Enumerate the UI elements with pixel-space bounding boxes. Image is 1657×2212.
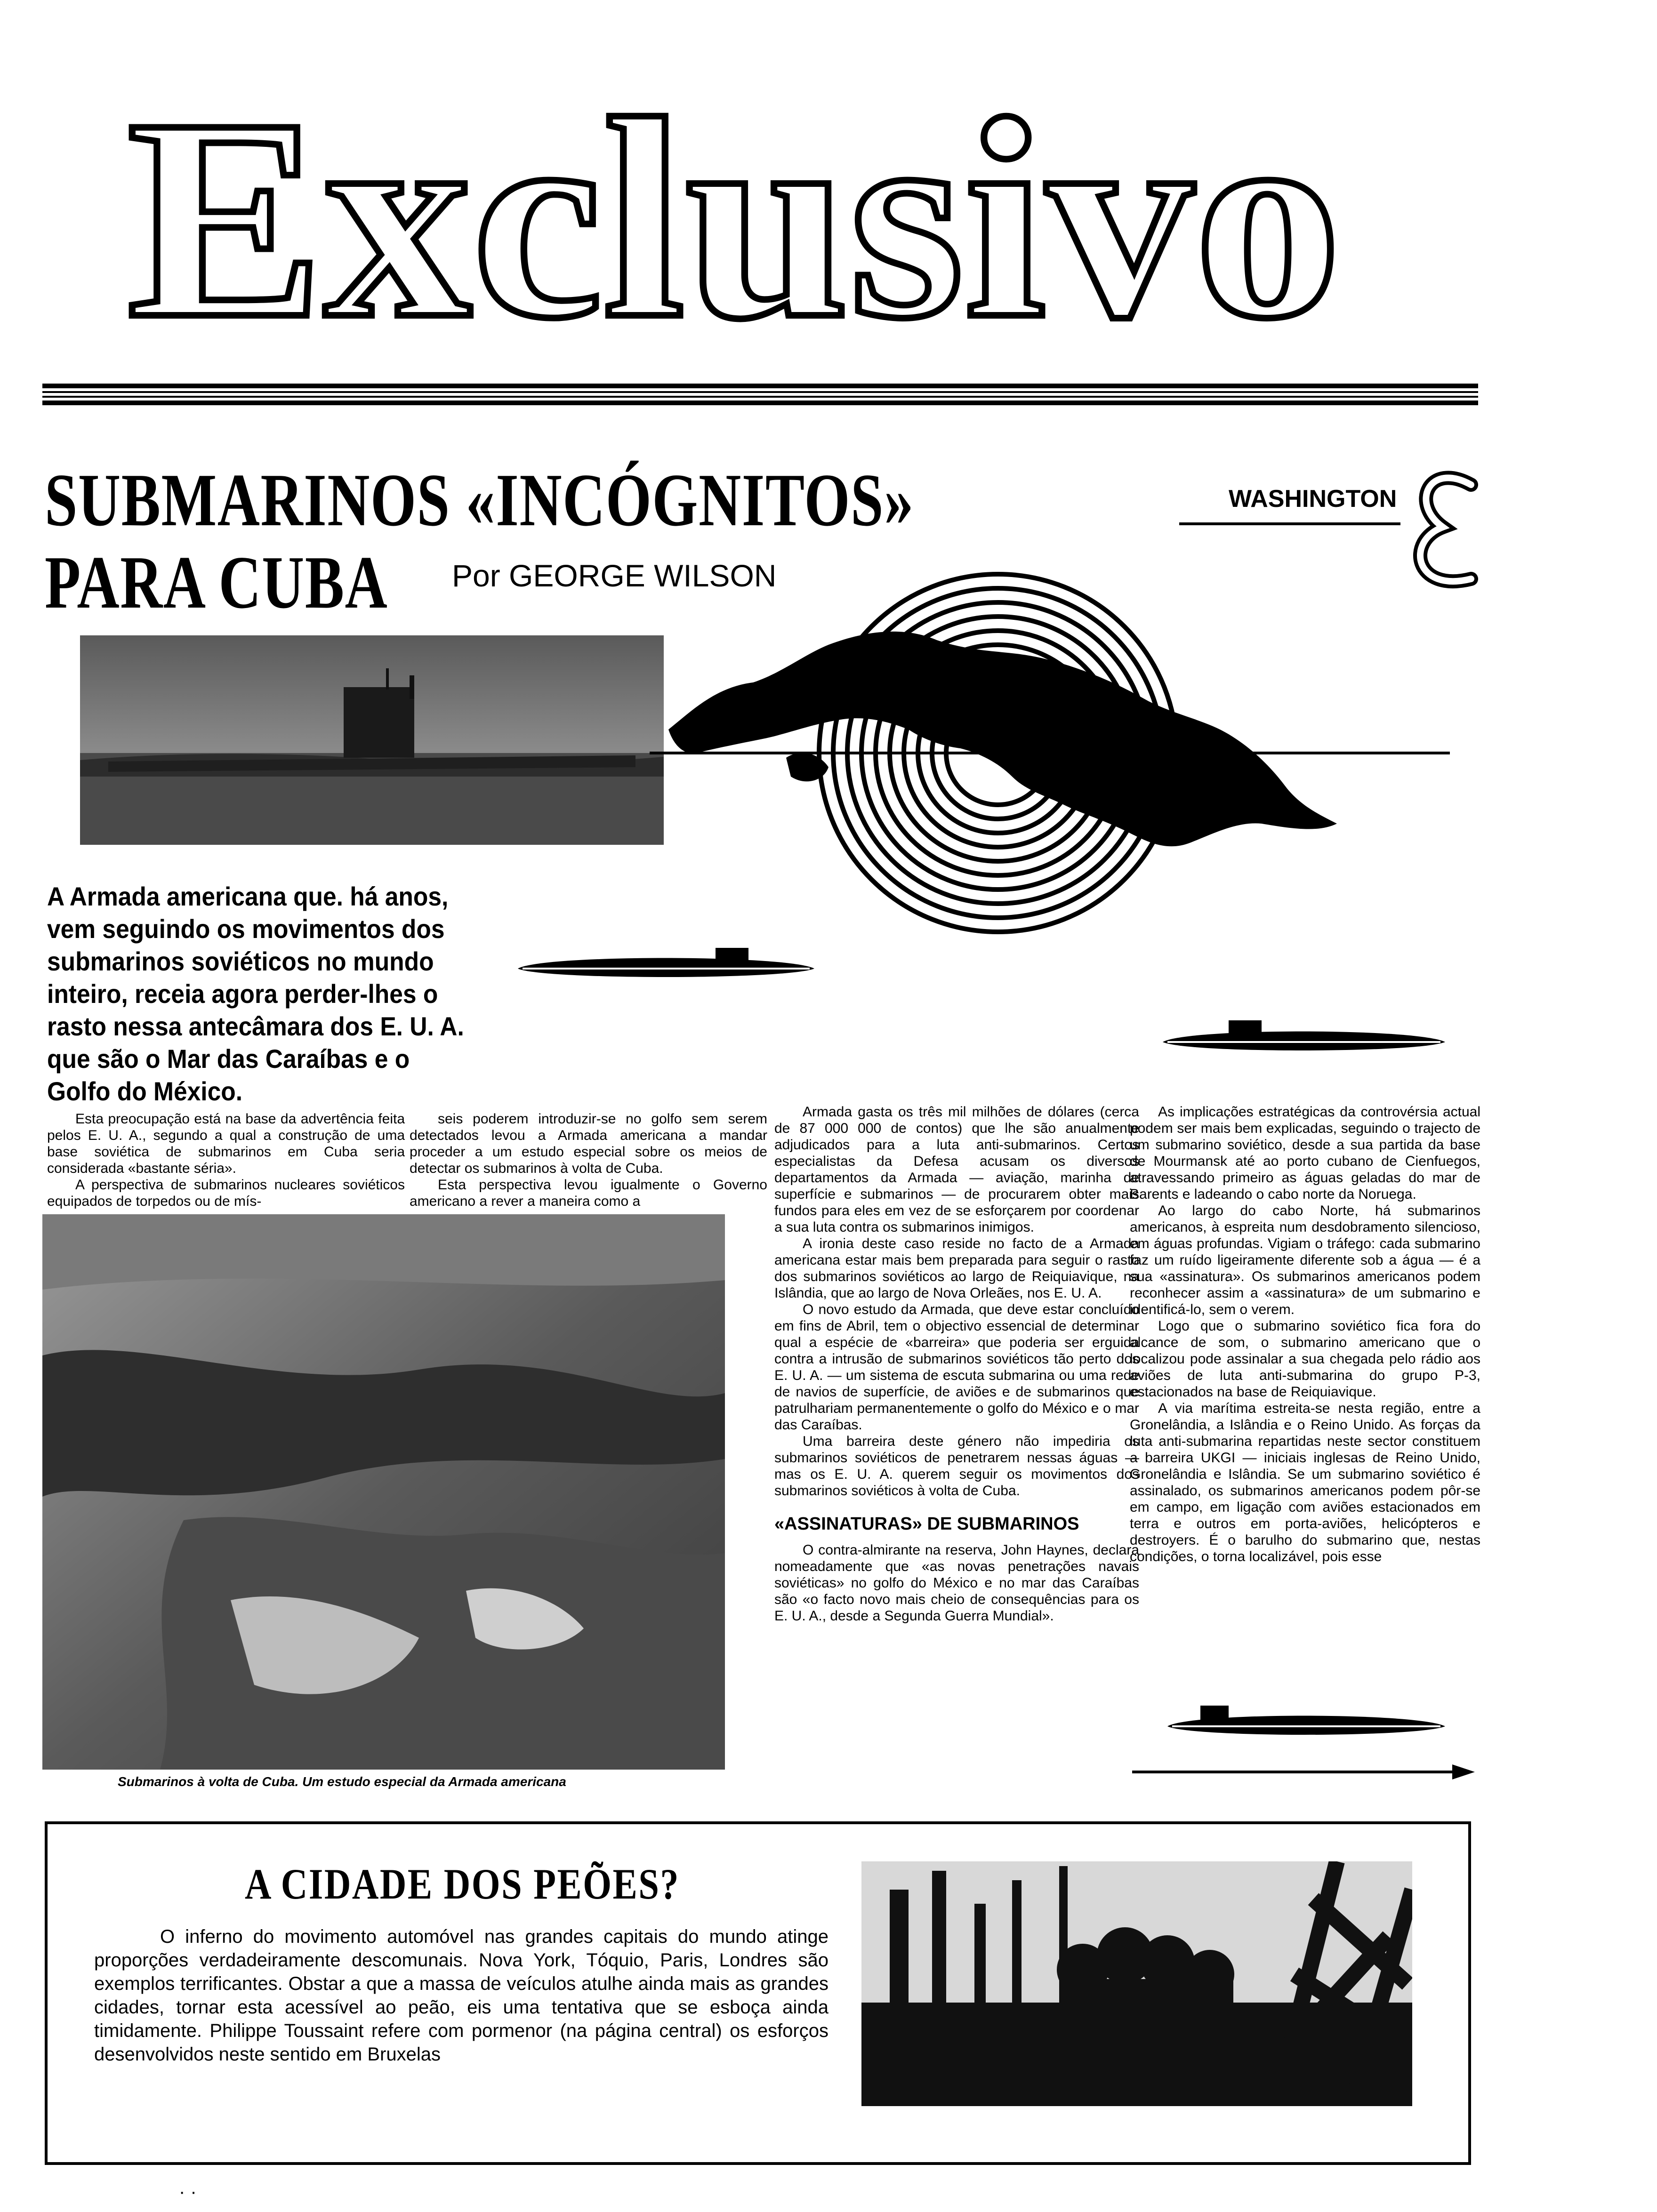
photo-caption: Submarinos à volta de Cuba. Um estudo especial da Armada americana: [118, 1774, 566, 1789]
paragraph: Ao largo do cabo Norte, há submarinos americanos, à espreita num desdobramento silencioso, em águas profundas. Vigiam o tráfego: cada submarino faz um ruído ligeiramente diferente sob a água — é a sua «assinatura». Os submarinos americanos podem reconhecer assim a «assinatura» de um submarino e identificá-lo, sem o verem.: [1130, 1203, 1480, 1317]
masthead-title: Exclusivo: [127, 94, 1342, 348]
paragraph: A via marítima estreita-se nesta região, entre a Gronelândia, a Islândia e o Reino Unido. As forças da luta anti-submarina repartidas neste sector constituem a barreira UKGI — iniciais inglesas de Reino Unido, Gronelândia e Islândia. Se um submarino soviético é assinalado, os submarinos americanos podem pôr-se em campo, em ligação com aviões estacionados em terra e outros em porta-aviões, helicópteros e destroyers. É o barulho do submarino que, nestas condições, o torna localizável, pois esse: [1130, 1401, 1480, 1564]
dateline-rule: [1179, 522, 1400, 525]
feature-box-body: [94, 1925, 828, 2066]
article-column-3: [774, 1104, 1139, 1624]
headline-line-1: SUBMARINOS «INCÓGNITOS»: [45, 458, 915, 542]
continued-arrow-icon: [1132, 1763, 1476, 1781]
dateline: WASHINGTON: [1229, 485, 1397, 513]
paragraph: Armada gasta os três mil milhões de dólares (cerca de 87 000 000 de contos) que lhe são anualmente adjudicados para a luta anti-submarinos. Certos especialistas da Defesa acusam os diversos departamentos da Armada — aviação, marinha de superfície e submarinos — de procurarem obter mais fundos para eles em vez de se esforçarem por coordenar a sua luta contra os submarinos inimigos.: [774, 1104, 1139, 1235]
submarine-icon: [1158, 1012, 1450, 1064]
masthead: [127, 94, 1342, 348]
paragraph: A perspectiva de submarinos nucleares soviéticos equipados de torpedos ou de mís-: [47, 1177, 405, 1209]
paragraph: A ironia deste caso reside no facto de a Armada americana estar mais bem preparada para seguir o rasto dos submarinos soviéticos ao largo de Reiquiavique, na Islândia, que ao largo de Nova Orleães, nos E. U. A.: [774, 1236, 1139, 1301]
paragraph: O novo estudo da Armada, que deve estar concluído em fins de Abril, tem o objectivo essencial de determinar qual a espécie de «barreira» que poderia ser erguida contra a intrusão de submarinos soviéticos tão perto dos E. U. A. — um sistema de escuta submarina ou uma rede de navios de superfície, de aviões e de submarinos que patrulhariam permanentemente o golfo do México e o mar das Caraíbas.: [774, 1302, 1139, 1433]
feature-box-title: A CIDADE DOS PEÕES?: [245, 1860, 680, 1908]
article-column-2: [410, 1111, 767, 1210]
article-lede: A Armada americana que. há anos, vem seguindo os movimentos dos submarinos soviéticos no mundo inteiro, receia agora perder-lhes o rasto nessa antecâmara dos E. U. A. que são o Mar das Caraíbas e o Golfo do México.: [47, 882, 464, 1106]
paragraph: O contra-almirante na reserva, John Haynes, declara nomeadamente que «as novas penetrações navais soviéticas» no golfo do México e no mar das Caraíbas são «o facto novo mais cheio de consequências para os E. U. A., desde a Segunda Guerra Mundial».: [774, 1542, 1139, 1624]
section-subhead: «ASSINATURAS» DE SUBMARINOS: [774, 1514, 1079, 1534]
byline: Por GEORGE WILSON: [452, 558, 777, 593]
page-mark: · ·: [179, 2181, 197, 2202]
paragraph: Esta preocupação está na base da advertência feita pelos E. U. A., segundo a qual a construção de uma base soviética de submarinos em Cuba seria considerada «bastante séria».: [47, 1111, 405, 1176]
paragraph: seis poderem introduzir-se no golfo sem serem detectados levou a Armada americana a mandar proceder a um estudo especial sobre os meios de detectar os submarinos à volta de Cuba.: [410, 1111, 767, 1176]
paragraph: Logo que o submarino soviético fica fora do alcance de som, o submarino americano que o localizou pode assinalar a sua chegada pelo rádio aos aviões de luta anti-submarina do grupo P-3, estacionados na base de Reiquiavique.: [1130, 1318, 1480, 1400]
article-column-1: [47, 1111, 405, 1210]
article-column-4: [1130, 1104, 1480, 1565]
headline-line-2: PARA CUBA: [45, 540, 388, 624]
submarine-icon: [1163, 1699, 1450, 1746]
pedestrians-photo: [861, 1861, 1412, 2106]
submarine-photo: [80, 635, 664, 845]
masthead-logo: [127, 94, 1342, 348]
aerial-harbour-photo: [42, 1214, 725, 1770]
paragraph: As implicações estratégicas da controvérsia actual podem ser mais bem explicadas, seguindo o trajecto de um submarino soviético, desde a sua partida da base de Mourmansk até ao porto cubano de Cienfuegos, atravessando primeiro as águas geladas do mar de Barents e ladeando o cabo norte da Noruega.: [1130, 1104, 1480, 1202]
cuba-island-shape: [668, 632, 1337, 846]
masthead-rule: [42, 384, 1478, 405]
paragraph: Uma barreira deste género não impediria os submarinos soviéticos de penetrarem nessas águas — mas os E. U. A. querem seguir os movimentos dos submarinos soviéticos à volta de Cuba.: [774, 1434, 1139, 1499]
paragraph: Esta perspectiva levou igualmente o Governo americano a rever a maneira como a: [410, 1177, 767, 1209]
paragraph: O inferno do movimento automóvel nas grandes capitais do mundo atinge proporções verdadeiramente descomunais. Nova York, Tóquio, Paris, Londres são exemplos terrificantes. Obstar a que a massa de veículos atulhe ainda mais as grandes cidades, tornar esta acessível ao peão, eis uma tentativa que se esboça ainda timidamente. Philippe Toussaint refere com pormenor (na página central) os esforços desenvolvidos neste sentido em Bruxelas: [94, 1926, 828, 2065]
submarine-icon: [513, 941, 819, 988]
cuba-target-graphic: [650, 532, 1469, 1087]
